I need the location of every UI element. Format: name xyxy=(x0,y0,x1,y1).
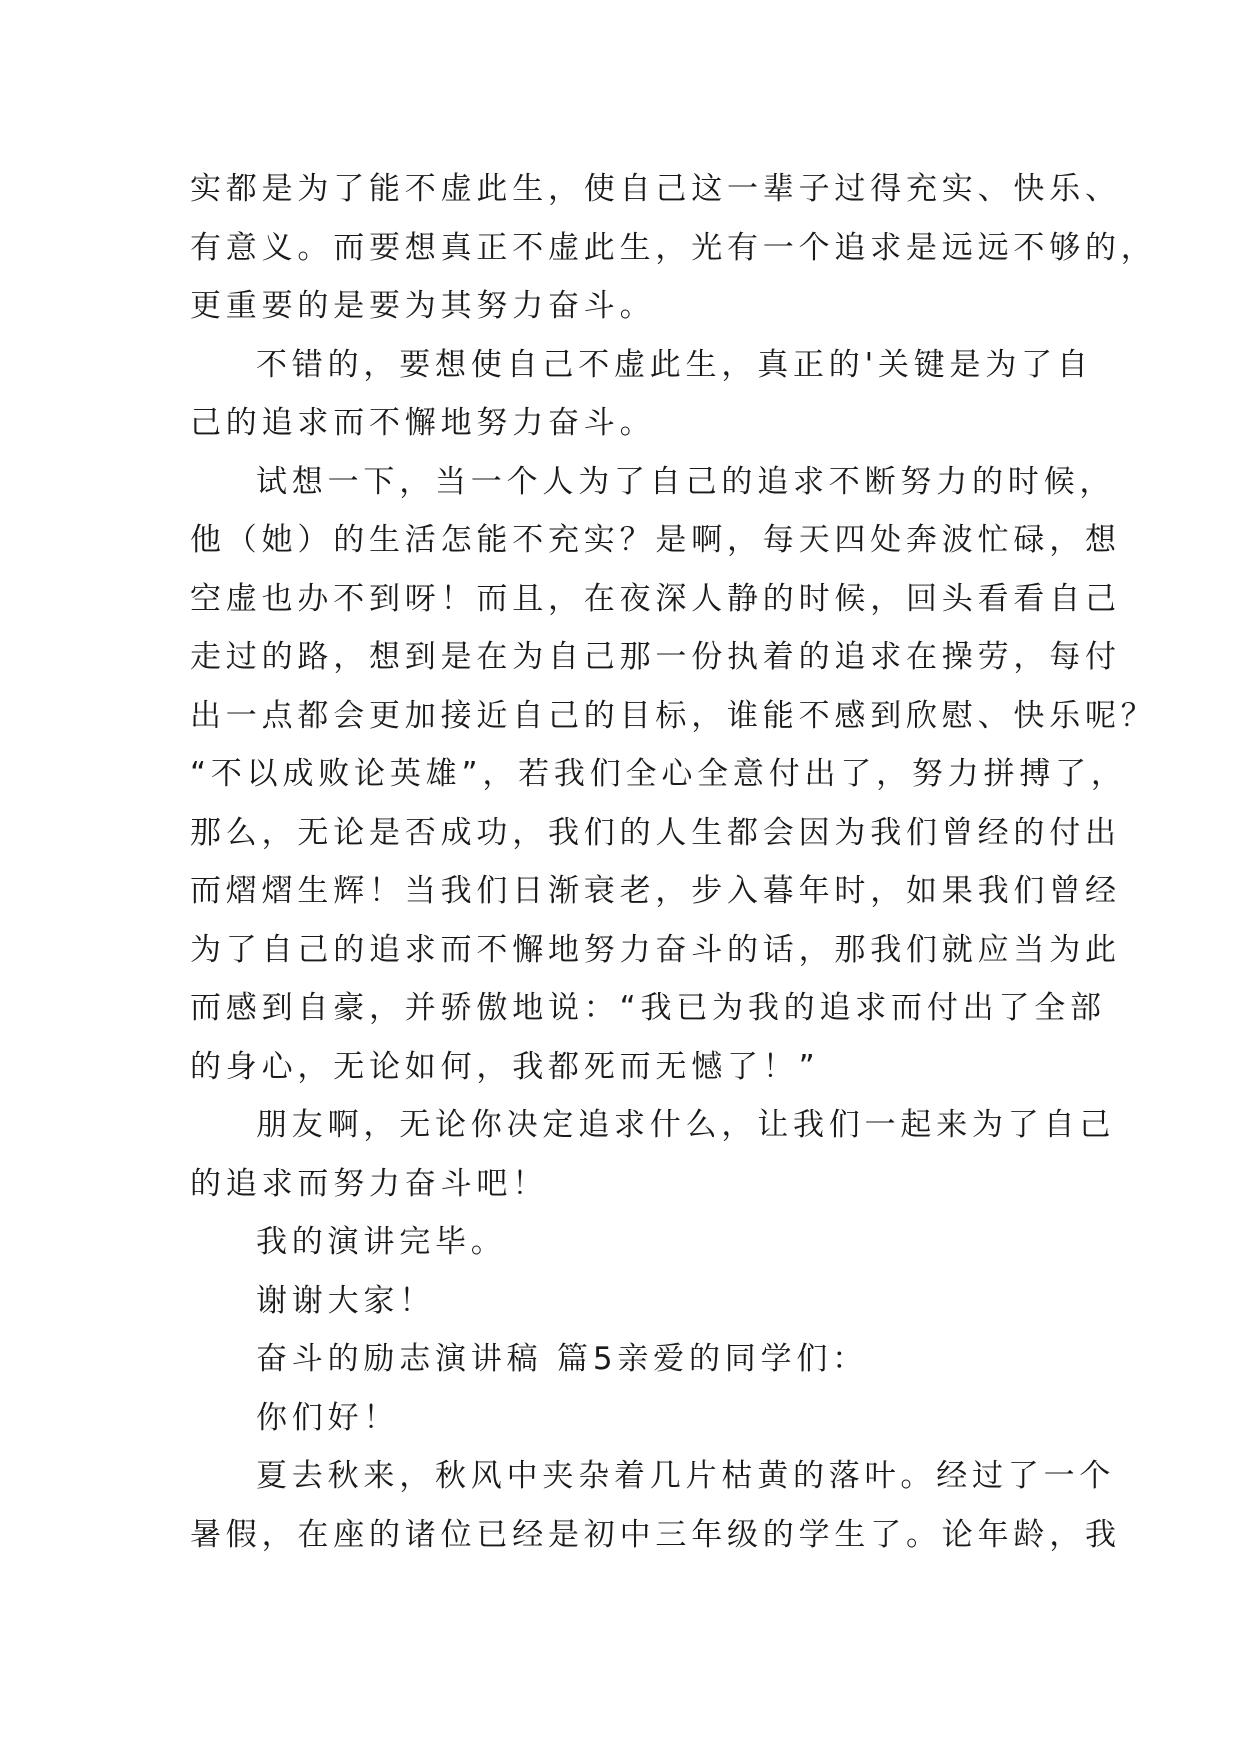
text-line: 更重要的是要为其努力奋斗。 xyxy=(190,288,656,324)
text-line: 走过的路，想到是在为自己那一份执着的追求在操劳，每付 xyxy=(190,639,1121,675)
section-heading-line: 奋斗的励志演讲稿 篇5亲爱的同学们： xyxy=(256,1341,868,1377)
paragraph-start-line: 夏去秋来，秋风中夹杂着几片枯黄的落叶。经过了一个 xyxy=(256,1458,1116,1494)
text-line: 实都是为了能不虚此生，使自己这一辈子过得充实、快乐、 xyxy=(190,171,1121,207)
text-line: 而熠熠生辉！当我们日渐衰老，步入暮年时，如果我们曾经 xyxy=(190,873,1121,909)
paragraph-start-line: 朋友啊，无论你决定追求什么，让我们一起来为了自己 xyxy=(256,1107,1116,1143)
paragraph-start-line: 你们好！ xyxy=(256,1399,400,1436)
text-line: 的追求而努力奋斗吧！ xyxy=(190,1165,548,1202)
text-line: 出一点都会更加接近自己的目标，谁能不感到欣慰、快乐呢？ xyxy=(190,697,1157,734)
paragraph-start-line: 试想一下，当一个人为了自己的追求不断努力的时候， xyxy=(256,463,1116,500)
paragraph-start-line: 不错的，要想使自己不虚此生，真正的'关键是为了自 xyxy=(256,346,1093,383)
document-body xyxy=(190,160,1157,1564)
paragraph-start-line: 我的演讲完毕。 xyxy=(256,1224,507,1260)
text-line: 己的追求而不懈地努力奋斗。 xyxy=(190,405,656,441)
text-line: “不以成败论英雄”，若我们全心全意付出了，努力拼搏了， xyxy=(190,756,1127,792)
text-line: 为了自己的追求而不懈地努力奋斗的话，那我们就应当为此 xyxy=(190,931,1121,968)
paragraph-start-line: 谢谢大家！ xyxy=(256,1282,435,1319)
text-line: 那么，无论是否成功，我们的人生都会因为我们曾经的付出 xyxy=(190,814,1121,851)
text-line: 有意义。而要想真正不虚此生，光有一个追求是远远不够的， xyxy=(190,229,1157,266)
text-line: 他（她）的生活怎能不充实？是啊，每天四处奔波忙碌，想 xyxy=(190,522,1121,558)
text-line: 暑假，在座的诸位已经是初中三年级的学生了。论年龄，我 xyxy=(190,1516,1121,1553)
text-line: 空虚也办不到呀！而且，在夜深人静的时候，回头看看自己 xyxy=(190,580,1121,617)
text-line: 的身心，无论如何，我都死而无憾了！” xyxy=(190,1048,820,1085)
text-line: 而感到自豪，并骄傲地说：“我已为我的追求而付出了全部 xyxy=(190,990,1106,1026)
